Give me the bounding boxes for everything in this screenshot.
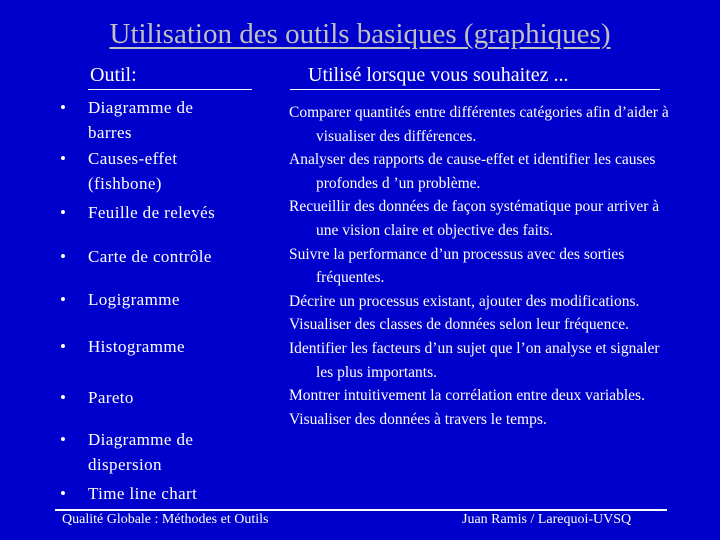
- bullet: •: [60, 337, 67, 356]
- bullet: •: [60, 149, 67, 168]
- bullet: •: [60, 484, 67, 503]
- bullet: •: [60, 203, 67, 222]
- footer-author: Juan Ramis / Larequoi-UVSQ: [462, 512, 632, 527]
- bullet: •: [60, 388, 67, 407]
- footer-divider: [55, 509, 667, 511]
- usage-control-chart: Suivre la performance d’un processus avec des sorties fréquentes.: [289, 245, 625, 287]
- tool-label: Time line chart: [88, 484, 198, 503]
- bullet: •: [60, 430, 67, 449]
- tool-item-pareto: [60, 385, 280, 410]
- tool-item-check-sheet: [60, 200, 280, 225]
- tool-label: Diagramme de dispersion: [88, 430, 194, 474]
- usage-pareto: Identifier les facteurs d’un sujet que l’on analyse et signaler les plus importants.: [289, 339, 660, 381]
- usage-fishbone: Analyser des rapports de cause-effet et identifier les causes profondes d ’un problème.: [289, 151, 656, 192]
- usage-check-sheet: Recueillir des données de façon systématique pour arriver à une vision claire et objective des faits.: [289, 198, 660, 239]
- tool-item-histogram: [60, 334, 280, 359]
- usage-scatter-diagram: Montrer intuitivement la corrélation entre deux variables.: [289, 387, 645, 405]
- tool-item-fishbone: [60, 146, 235, 196]
- tool-item-control-chart: [60, 244, 280, 269]
- usage-time-line-chart: Visualiser des données à travers le temps.: [289, 410, 547, 428]
- tool-item-flowchart: [60, 287, 280, 312]
- slide-title: Utilisation des outils basiques (graphiques): [109, 18, 611, 50]
- usage-list: [289, 101, 669, 431]
- tool-item-time-line-chart: [60, 481, 280, 506]
- tool-label: Histogramme: [88, 337, 185, 356]
- tool-item-bar-chart: [60, 95, 235, 145]
- tool-label: Pareto: [88, 388, 134, 407]
- tool-label: Logigramme: [88, 290, 180, 309]
- tool-label: Feuille de relevés: [88, 203, 216, 222]
- bullet: •: [60, 290, 67, 309]
- tool-item-scatter-diagram: [60, 427, 240, 477]
- tool-column-header: Outil:: [88, 64, 252, 90]
- tool-label: Causes-effet (fishbone): [88, 149, 178, 193]
- usage-bar-chart: Comparer quantités entre différentes catégories afin d’aider à visualiser des différences.: [289, 104, 669, 145]
- usage-histogram: Visualiser des classes de données selon leur fréquence.: [289, 316, 629, 334]
- tool-label: Carte de contrôle: [88, 247, 212, 266]
- footer-course-title: Qualité Globale : Méthodes et Outils: [62, 512, 269, 527]
- usage-flowchart: Décrire un processus existant, ajouter des modifications.: [289, 292, 640, 310]
- bullet: •: [60, 98, 67, 117]
- usage-column-header: Utilisé lorsque vous souhaitez ...: [290, 64, 660, 90]
- tool-label: Diagramme de barres: [88, 98, 194, 142]
- bullet: •: [60, 247, 67, 266]
